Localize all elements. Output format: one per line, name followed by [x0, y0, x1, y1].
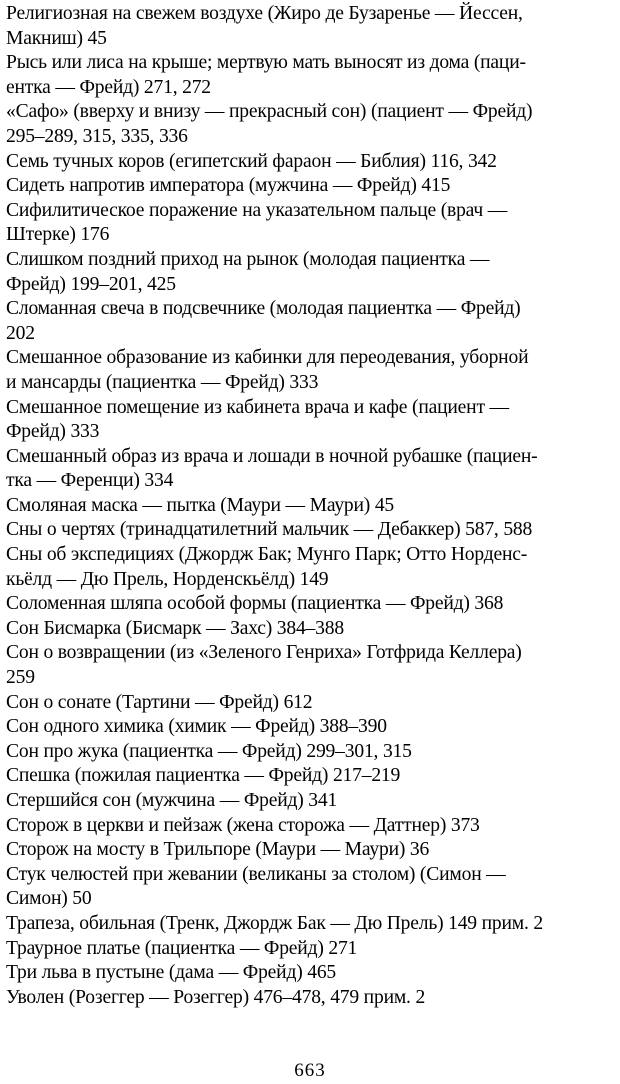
index-entry — [6, 641, 616, 690]
index-entry — [6, 863, 616, 912]
entry-line: Сны о чертях (тринадцатилетний мальчик — Дебаккер) 587, 588 — [6, 519, 533, 541]
index-entry — [6, 838, 616, 863]
index-entry — [6, 150, 616, 175]
entry-line: Соломенная шляпа особой формы (пациентка — Фрейд) 368 — [6, 593, 504, 615]
index-entry — [6, 912, 616, 937]
page-number: 663 — [294, 1060, 326, 1081]
entry-line: Смешанное образование из кабинки для переодевания, уборной — [6, 347, 529, 369]
index-entry — [6, 494, 616, 519]
entry-line: 202 — [6, 322, 35, 344]
index-entry — [6, 51, 616, 100]
index-entry — [6, 396, 616, 445]
index-entry — [6, 592, 616, 617]
index-entry — [6, 986, 616, 1011]
entry-line: Сторож в церкви и пейзаж (жена сторожа — Даттнер) 373 — [6, 814, 480, 836]
entry-line: Сидеть напротив императора (мужчина — Фрейд) 415 — [6, 175, 451, 197]
index-entry — [6, 346, 616, 395]
index-entry — [6, 764, 616, 789]
entry-line: Три льва в пустыне (дама — Фрейд) 465 — [6, 962, 337, 984]
entry-line: Сон про жука (пациентка — Фрейд) 299–301, 315 — [6, 740, 412, 762]
index-entry — [6, 297, 616, 346]
entry-line: и мансарды (пациентка — Фрейд) 333 — [6, 371, 319, 393]
index-entry — [6, 789, 616, 814]
index-entry — [6, 100, 616, 149]
index-entry — [6, 518, 616, 543]
index-entry — [6, 691, 616, 716]
entry-line: Стершийся сон (мужчина — Фрейд) 341 — [6, 790, 338, 811]
entry-line: Слишком поздний приход на рынок (молодая пациентка — — [6, 248, 490, 270]
index-entry — [6, 543, 616, 592]
entry-line: «Сафо» (вверху и внизу — прекрасный сон) (пациент — Фрейд) — [6, 101, 533, 123]
entry-line: Фрейд) 333 — [6, 421, 100, 443]
index-entry — [6, 174, 616, 199]
index-entry — [6, 617, 616, 642]
entry-line: Симон) 50 — [6, 888, 92, 910]
entry-line: Трапеза, обильная (Тренк, Джордж Бак — Дю Прель) 149 прим. 2 — [6, 912, 543, 934]
index-entry — [6, 248, 616, 297]
entry-line: Сон о возвращении (из «Зеленого Генриха» Готфрида Келлера) — [6, 642, 522, 664]
index-entry — [6, 715, 616, 740]
entry-line: Уволен (Розеггер — Розеггер) 476–478, 479 прим. 2 — [6, 986, 426, 1008]
entry-line: Смоляная маска — пытка (Маури — Маури) 45 — [6, 494, 395, 516]
entry-line: Сны об экспедициях (Джордж Бак; Мунго Парк; Отто Норденс- — [6, 544, 528, 566]
index-entry — [6, 2, 616, 51]
entry-line: 295–289, 315, 335, 336 — [6, 125, 188, 147]
entry-line: кьёлд — Дю Прель, Норденскьёлд) 149 — [6, 568, 329, 590]
entry-line: Смешанный образ из врача и лошади в ночной рубашке (пациен- — [6, 445, 538, 467]
index-entry — [6, 937, 616, 962]
entry-line: Фрейд) 199–201, 425 — [6, 273, 176, 295]
index-entry — [6, 445, 616, 494]
entry-line: Штерке) 176 — [6, 224, 110, 246]
dream-index-list — [6, 2, 616, 1010]
entry-line: Сифилитическое поражение на указательном пальце (врач — — [6, 199, 508, 221]
entry-line: Спешка (пожилая пациентка — Фрейд) 217–219 — [6, 765, 401, 787]
entry-line: 259 — [6, 667, 35, 689]
entry-line: Сон Бисмарка (Бисмарк — Захс) 384–388 — [6, 617, 344, 639]
index-entry — [6, 814, 616, 839]
entry-line: Стук челюстей при жевании (великаны за столом) (Симон — — [6, 863, 506, 885]
index-entry — [6, 740, 616, 765]
entry-line: Траурное платье (пациентка — Фрейд) 271 — [6, 937, 358, 959]
entry-line: Семь тучных коров (египетский фараон — Библия) 116, 342 — [6, 150, 497, 172]
entry-line: Рысь или лиса на крыше; мертвую мать выносят из дома (паци- — [6, 52, 526, 74]
entry-line: Сторож на мосту в Трильпоре (Маури — Маури) 36 — [6, 839, 430, 861]
entry-line: Смешанное помещение из кабинета врача и кафе (пациент — — [6, 396, 509, 418]
entry-line: ентка — Фрейд) 271, 272 — [6, 76, 211, 98]
entry-line: Сломанная свеча в подсвечнике (молодая пациентка — Фрейд) — [6, 298, 521, 320]
entry-line: Сон одного химика (химик — Фрейд) 388–390 — [6, 716, 387, 738]
entry-line: тка — Ференци) 334 — [6, 470, 174, 492]
index-entry — [6, 961, 616, 986]
entry-line: Сон о сонате (Тартини — Фрейд) 612 — [6, 691, 313, 713]
entry-line: Религиозная на свежем воздухе (Жиро де Бузаренье — Йессен, — [6, 3, 523, 24]
entry-line: Макниш) 45 — [6, 27, 107, 49]
index-entry — [6, 199, 616, 248]
